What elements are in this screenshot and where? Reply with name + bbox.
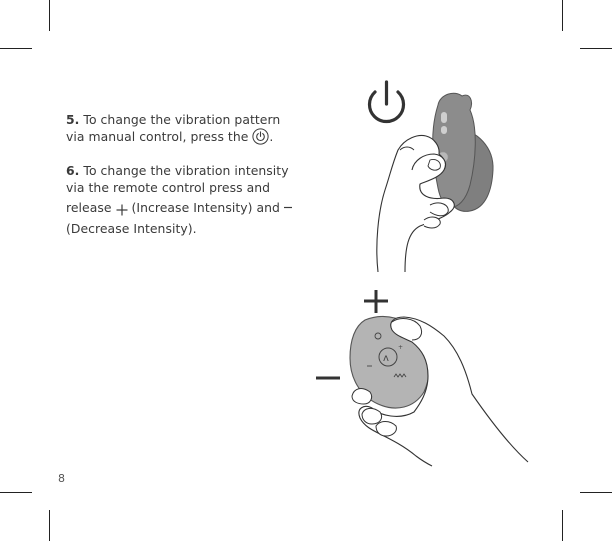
- step-number: 5.: [66, 112, 80, 127]
- remote-mode-glyph: ʌ: [383, 353, 389, 364]
- thumbnail: [428, 159, 440, 170]
- finger: [424, 217, 440, 228]
- step-text: To change the vibration intensity via the remote control press and release: [66, 163, 289, 215]
- device-button: [441, 112, 447, 123]
- plus-symbol: [364, 290, 388, 313]
- remote-plus-glyph: +: [398, 344, 404, 351]
- top-illustration: [369, 82, 493, 272]
- page-number: 8: [58, 472, 65, 485]
- bottom-illustration: [316, 290, 528, 466]
- finger: [376, 422, 396, 437]
- finger: [430, 203, 448, 216]
- step-text-middle: (Increase Intensity) and: [127, 200, 284, 215]
- finger: [362, 408, 382, 424]
- step-text-end: (Decrease Intensity).: [66, 221, 197, 236]
- step-number: 6.: [66, 163, 80, 178]
- step-text: To change the vibration pattern via manual control, press the: [66, 112, 281, 144]
- power-symbol-icon: [369, 82, 403, 122]
- device-button: [441, 126, 447, 134]
- finger: [352, 389, 372, 404]
- step-text-end: .: [269, 129, 274, 144]
